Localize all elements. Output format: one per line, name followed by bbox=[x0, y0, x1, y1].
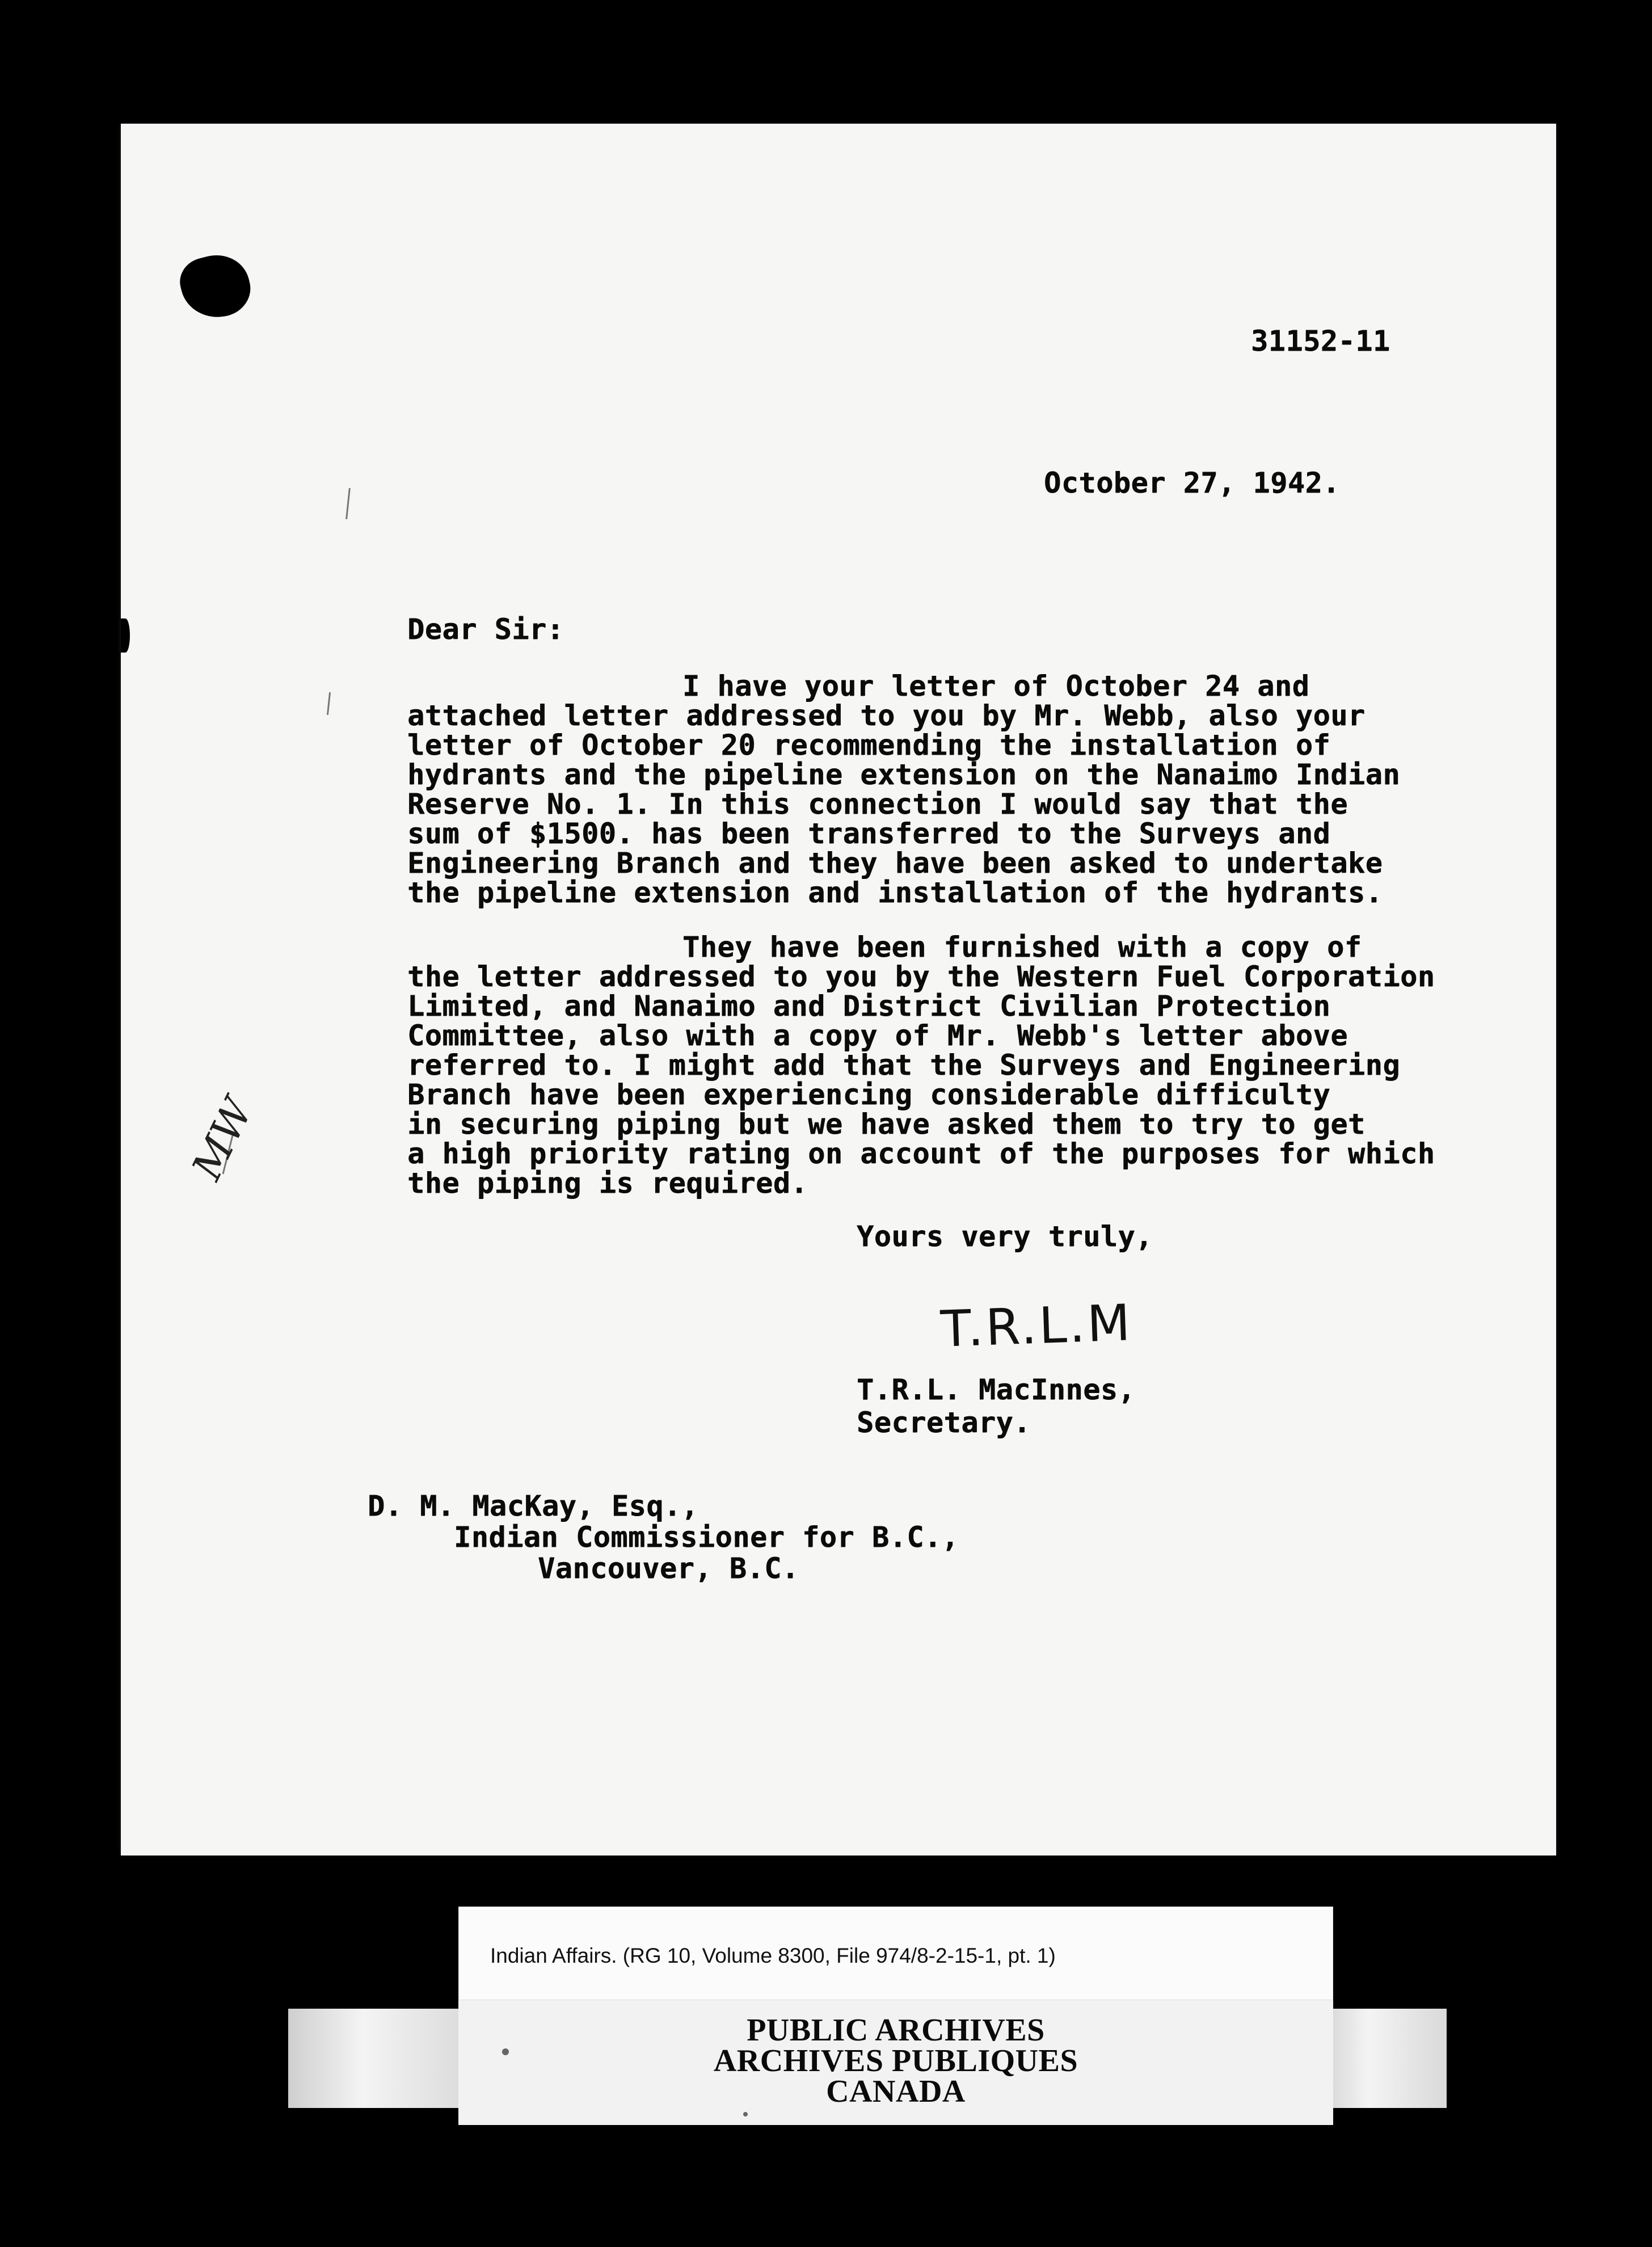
body-line: hydrants and the pipeline extension on the Nanaimo Indian bbox=[407, 758, 1401, 791]
body-line: Reserve No. 1. In this connection I would say that the bbox=[407, 788, 1348, 820]
signer-name: T.R.L. MacInnes, bbox=[857, 1373, 1136, 1406]
stamp-line-3: CANADA bbox=[826, 2074, 966, 2109]
body-line: referred to. I might add that the Surveys and Engineering bbox=[407, 1049, 1401, 1082]
dust-speck bbox=[743, 2112, 748, 2116]
stamp-line-1: PUBLIC ARCHIVES bbox=[747, 2013, 1045, 2048]
recipient-city: Vancouver, B.C. bbox=[538, 1552, 799, 1585]
body-line: letter of October 20 recommending the installation of bbox=[407, 729, 1331, 761]
body-line: in securing piping but we have asked them to try to get bbox=[407, 1108, 1366, 1141]
stamp-line-2: ARCHIVES PUBLIQUES bbox=[713, 2043, 1078, 2078]
edge-tear-mark bbox=[121, 618, 130, 653]
body-line: They have been furnished with a copy of bbox=[682, 931, 1362, 963]
handwritten-signature: T.R.L.M bbox=[939, 1293, 1133, 1358]
body-line: Branch have been experiencing considerable difficulty bbox=[407, 1078, 1331, 1111]
archive-citation-text: Indian Affairs. (RG 10, Volume 8300, File 974/8-2-15-1, pt. 1) bbox=[490, 1944, 1056, 1967]
closing: Yours very truly, bbox=[857, 1220, 1153, 1253]
recipient-name: D. M. MacKay, Esq., bbox=[368, 1489, 699, 1522]
body-line: sum of $1500. has been transferred to the Surveys and bbox=[407, 817, 1331, 850]
body-line: Committee, also with a copy of Mr. Webb's letter above bbox=[407, 1019, 1348, 1052]
archive-citation-label bbox=[458, 1907, 1333, 2000]
salutation: Dear Sir: bbox=[407, 613, 564, 646]
body-line: Engineering Branch and they have been asked to undertake bbox=[407, 847, 1383, 880]
recipient-title: Indian Commissioner for B.C., bbox=[454, 1521, 959, 1554]
margin-initials: MW bbox=[182, 1091, 262, 1187]
public-archives-stamp bbox=[458, 2000, 1333, 2125]
body-line: the pipeline extension and installation of the hydrants. bbox=[407, 876, 1383, 909]
body-line: Limited, and Nanaimo and District Civilian Protection bbox=[407, 990, 1331, 1022]
body-line: I have your letter of October 24 and bbox=[682, 670, 1310, 702]
body-line: a high priority rating on account of the purposes for which bbox=[407, 1137, 1435, 1170]
file-number: 31152-11 bbox=[1251, 325, 1390, 357]
body-line: the letter addressed to you by the Western Fuel Corporation bbox=[407, 960, 1435, 993]
body-line: the piping is required. bbox=[407, 1167, 808, 1200]
stamp-tape-left bbox=[288, 2009, 475, 2108]
stamp-tape-right bbox=[1316, 2009, 1447, 2108]
letter-date: October 27, 1942. bbox=[1044, 466, 1340, 499]
dust-speck bbox=[502, 2048, 509, 2055]
signer-title: Secretary. bbox=[857, 1406, 1031, 1439]
body-line: attached letter addressed to you by Mr. Webb, also your bbox=[407, 699, 1366, 732]
